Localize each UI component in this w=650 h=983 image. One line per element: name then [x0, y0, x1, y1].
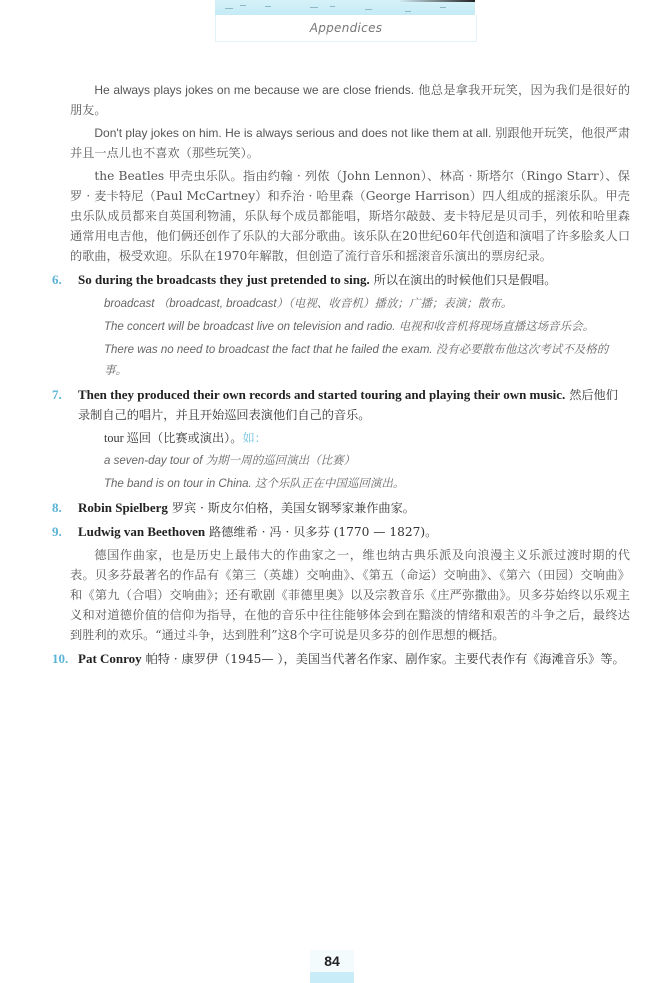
example-sentence: The band is on tour in China. 这个乐队正在中国巡回演出。 — [104, 478, 405, 490]
bird-mark — [265, 6, 271, 7]
example-sentence: There was no need to broadcast the fact that he failed the exam. 没有必要散布他这次考试不及格的事。 — [104, 344, 609, 377]
definition-text: tour 巡回（比赛或演出）。 — [104, 431, 243, 445]
bird-mark — [405, 11, 411, 12]
example-cn: 别跟他开玩笑，他很严肃并且一点儿也不喜欢（那些玩笑）。 — [70, 126, 631, 160]
note-heading-cn: 罗宾 · 斯皮尔伯格，美国女钢琴家兼作曲家。 — [171, 501, 415, 515]
section-title: Appendices — [309, 21, 383, 35]
beatles-paragraph: the Beatles 甲壳虫乐队。指由约翰 · 列侬（John Lennon）、林高 · 斯塔尔（Ringo Starr）、保罗 · 麦卡特尼（Paul McCartney）和乔治 · 哈里森（George Harrison）四人组成的摇滚乐队。甲壳虫乐队成员都来自英国利物浦，乐队每个成员都能唱，斯塔尔敲鼓、麦卡特尼是贝司手，列侬和哈里森通常用电吉他，他们俩还创作了乐队的大部分歌曲。该乐队在20世纪60年代创造和演唱了许多脍炙人口的歌曲，极受欢迎。乐队在1970年解散，但创造了流行音乐和摇滚音乐演出的票房纪录。 — [70, 169, 630, 263]
note-item-10 — [52, 649, 630, 669]
example-phrase: a seven-day tour of 为期一周的巡回演出（比赛） — [104, 455, 356, 467]
note-heading-en: So during the broadcasts they just pretended to sing. — [78, 272, 370, 287]
note-number: 9. — [52, 524, 62, 539]
running-header — [215, 15, 477, 42]
bird-mark — [240, 5, 246, 6]
note-sub-line — [52, 316, 630, 337]
example-cn: 他总是拿我开玩笑，因为我们是很好的朋友。 — [70, 83, 631, 117]
example-paragraph — [52, 80, 630, 120]
note-heading-cn: 所以在演出的时候他们只是假唱。 — [373, 273, 557, 287]
note-heading-en: Robin Spielberg — [78, 500, 168, 515]
definition-text: broadcast （broadcast, broadcast）（电视、收音机）播放；广播；表演；散布。 — [104, 298, 513, 310]
header-decorative-band — [215, 0, 475, 15]
bird-mark — [365, 9, 372, 10]
bird-mark — [440, 7, 446, 8]
bird-mark — [225, 8, 233, 9]
note-heading-cn: 然后他们录制自己的唱片，并且开始巡回表演他们自己的音乐。 — [78, 388, 618, 422]
header-band-shadow — [400, 0, 475, 2]
beethoven-paragraph: 德国作曲家，也是历史上最伟大的作曲家之一，维也纳古典乐派及向浪漫主义乐派过渡时期的代表。贝多芬最著名的作品有《第三（英雄）交响曲》、《第五（命运）交响曲》、《第六（田园）交响曲》和《第九（合唱）交响曲》；还有歌剧《菲德里奥》以及宗教音乐《庄严弥撒曲》。贝多芬始终以乐观主义和对道德价值的信仰为指导，在他的音乐中往往能够体会到在黯淡的情绪和艰苦的斗争之后，最终达到胜利的欢乐。“通过斗争，达到胜利”这8个字可说是贝多芬的创作思想的概括。 — [70, 548, 630, 642]
note-number: 10. — [52, 651, 69, 666]
note-number: 6. — [52, 272, 62, 287]
note-item-7 — [52, 385, 630, 425]
example-marker: 如： — [242, 431, 267, 445]
example-sentence: The concert will be broadcast live on television and radio. 电视和收音机将现场直播这场音乐会。 — [104, 321, 595, 333]
example-en: He always plays jokes on me because we are close friends. — [94, 83, 415, 97]
note-heading-en: Ludwig van Beethoven — [78, 524, 206, 539]
note-number: 8. — [52, 500, 62, 515]
note-item-6 — [52, 270, 630, 290]
page-number: 84 — [310, 950, 354, 972]
note-heading-cn: 帕特 · 康罗伊（1945— ），美国当代著名作家、剧作家。主要代表作有《海滩音乐》等。 — [145, 652, 625, 666]
note-item-9 — [52, 522, 630, 542]
bird-mark — [330, 6, 335, 7]
note-sub-line — [52, 293, 630, 314]
note-sub-line — [52, 339, 630, 381]
note-item-8 — [52, 498, 630, 518]
note-heading-en: Then they produced their own records and started touring and playing their own music. — [78, 387, 566, 402]
page-number-box — [310, 950, 354, 983]
note-heading-en: Pat Conroy — [78, 651, 142, 666]
note-heading-cn: 路德维希 · 冯 · 贝多芬 (1770 — 1827)。 — [209, 525, 438, 539]
note-sub-line — [52, 473, 630, 494]
example-en: Don't play jokes on him. He is always serious and does not like them at all. — [94, 126, 492, 140]
note-sub-line — [52, 428, 630, 448]
page-number-bar — [310, 972, 354, 983]
example-paragraph — [52, 123, 630, 163]
note-number: 7. — [52, 387, 62, 402]
page-content — [52, 80, 630, 672]
note-sub-line — [52, 450, 630, 471]
bird-mark — [310, 7, 318, 8]
